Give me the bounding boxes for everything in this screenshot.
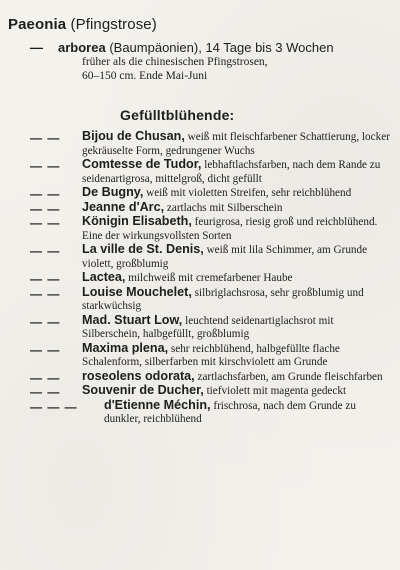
entry-text	[82, 130, 390, 158]
section-heading: Gefülltblühende:	[120, 107, 235, 123]
entry-text	[82, 286, 390, 314]
species-common: (Baumpäonien), 14 Tage bis 3 Wochen	[109, 40, 334, 55]
variety-name: Lactea,	[82, 270, 126, 284]
variety-description: tiefviolett mit magenta gedeckt	[206, 385, 347, 397]
entry-text	[82, 342, 390, 370]
variety-description: frischrosa, nach dem Grunde zu dunkler, reichblühend	[104, 399, 356, 425]
entry-dashes: — —	[30, 131, 61, 145]
entry-text	[82, 370, 390, 385]
genus-name: Paeonia	[8, 16, 67, 33]
entry-dashes: — —	[30, 342, 61, 357]
variety-description: weiß mit lila Schimmer, am Grunde violett, großblumig	[82, 244, 368, 270]
variety-name: Souvenir de Ducher,	[82, 383, 204, 397]
variety-description: leuchtend seidenartiglachsrot mit Silberschein, halbgefüllt, großblumig	[82, 314, 334, 340]
variety-entry	[0, 370, 400, 385]
variety-name: roseolens odorata,	[82, 368, 195, 383]
entry-dashes: — —	[30, 286, 61, 301]
variety-description: weiß mit violetten Streifen, sehr reichblühend	[146, 187, 352, 199]
entry-dashes: — — —	[30, 399, 78, 414]
variety-name: Jeanne d'Arc,	[82, 199, 165, 214]
species-line: früher als die chinesischen Pfingstrosen,	[82, 56, 268, 68]
entry-text	[82, 158, 390, 186]
variety-entry	[0, 399, 400, 427]
variety-list	[0, 130, 400, 427]
entry-dashes: — —	[30, 314, 61, 329]
entry-text	[82, 201, 390, 216]
variety-description: milchweiß mit cremefarbener Haube	[128, 272, 293, 284]
variety-description: sehr reichblühend, halbgefüllte flache Schalenform, silberfarben mit kirschviolett am Grunde	[82, 342, 340, 368]
variety-name: Königin Elisabeth,	[82, 214, 192, 228]
variety-entry	[0, 215, 400, 243]
variety-description: feurigrosa, riesig groß und reichblühend. Eine der wirkungsvollsten Sorten	[82, 216, 378, 242]
genus-common-name: (Pfingstrose)	[70, 16, 157, 33]
variety-entry	[0, 243, 400, 271]
variety-name: d'Etienne Méchin,	[104, 397, 211, 412]
variety-entry	[0, 130, 400, 158]
variety-name: Maxima plena,	[82, 340, 169, 355]
variety-name: De Bugny,	[82, 185, 144, 199]
entry-dashes: — —	[30, 187, 61, 201]
variety-description: zartlachs mit Silberschein	[166, 201, 283, 214]
variety-entry	[0, 186, 400, 201]
variety-entry	[0, 286, 400, 314]
variety-entry	[0, 201, 400, 216]
entry-text	[104, 399, 394, 427]
entry-dashes: — —	[30, 272, 61, 286]
entry-text	[82, 384, 390, 399]
species-description	[82, 55, 382, 83]
species-name: arborea	[58, 40, 106, 55]
variety-description: weiß mit fleischfarbener Schattierung, locker gekräuselte Form, gedrungener Wuchs	[82, 131, 390, 157]
entry-text	[82, 215, 390, 243]
variety-entry	[0, 314, 400, 342]
variety-name: Mad. Stuart Low,	[82, 312, 183, 327]
variety-name: Comtesse de Tudor,	[82, 157, 202, 171]
species-line: 60–150 cm. Ende Mai-Juni	[82, 70, 208, 82]
variety-entry	[0, 158, 400, 186]
entry-dashes: — —	[30, 159, 61, 173]
variety-description: lebhaftlachsfarben, nach dem Rande zu seidenartigrosa, mittelgroß, dicht gefüllt	[82, 159, 381, 185]
variety-name: Louise Mouchelet,	[82, 284, 192, 299]
variety-name: Bijou de Chusan,	[82, 129, 185, 143]
species-dash: —	[30, 40, 43, 55]
entry-dashes: — —	[30, 385, 61, 399]
entry-text	[82, 314, 390, 342]
genus-heading	[8, 16, 157, 33]
entry-dashes: — —	[30, 244, 61, 258]
variety-entry	[0, 342, 400, 370]
entry-text	[82, 243, 390, 271]
variety-entry	[0, 384, 400, 399]
entry-dashes: — —	[30, 216, 61, 230]
entry-dashes: — —	[30, 370, 61, 385]
variety-description: zartlachsfarben, am Grunde fleischfarben	[197, 370, 383, 383]
variety-description: silbriglachsrosa, sehr großblumig und starkwüchsig	[82, 286, 364, 312]
entry-text	[82, 186, 390, 201]
entry-dashes: — —	[30, 201, 61, 216]
entry-text	[82, 271, 390, 286]
variety-entry	[0, 271, 400, 286]
species-title	[58, 40, 398, 55]
variety-name: La ville de St. Denis,	[82, 242, 204, 256]
